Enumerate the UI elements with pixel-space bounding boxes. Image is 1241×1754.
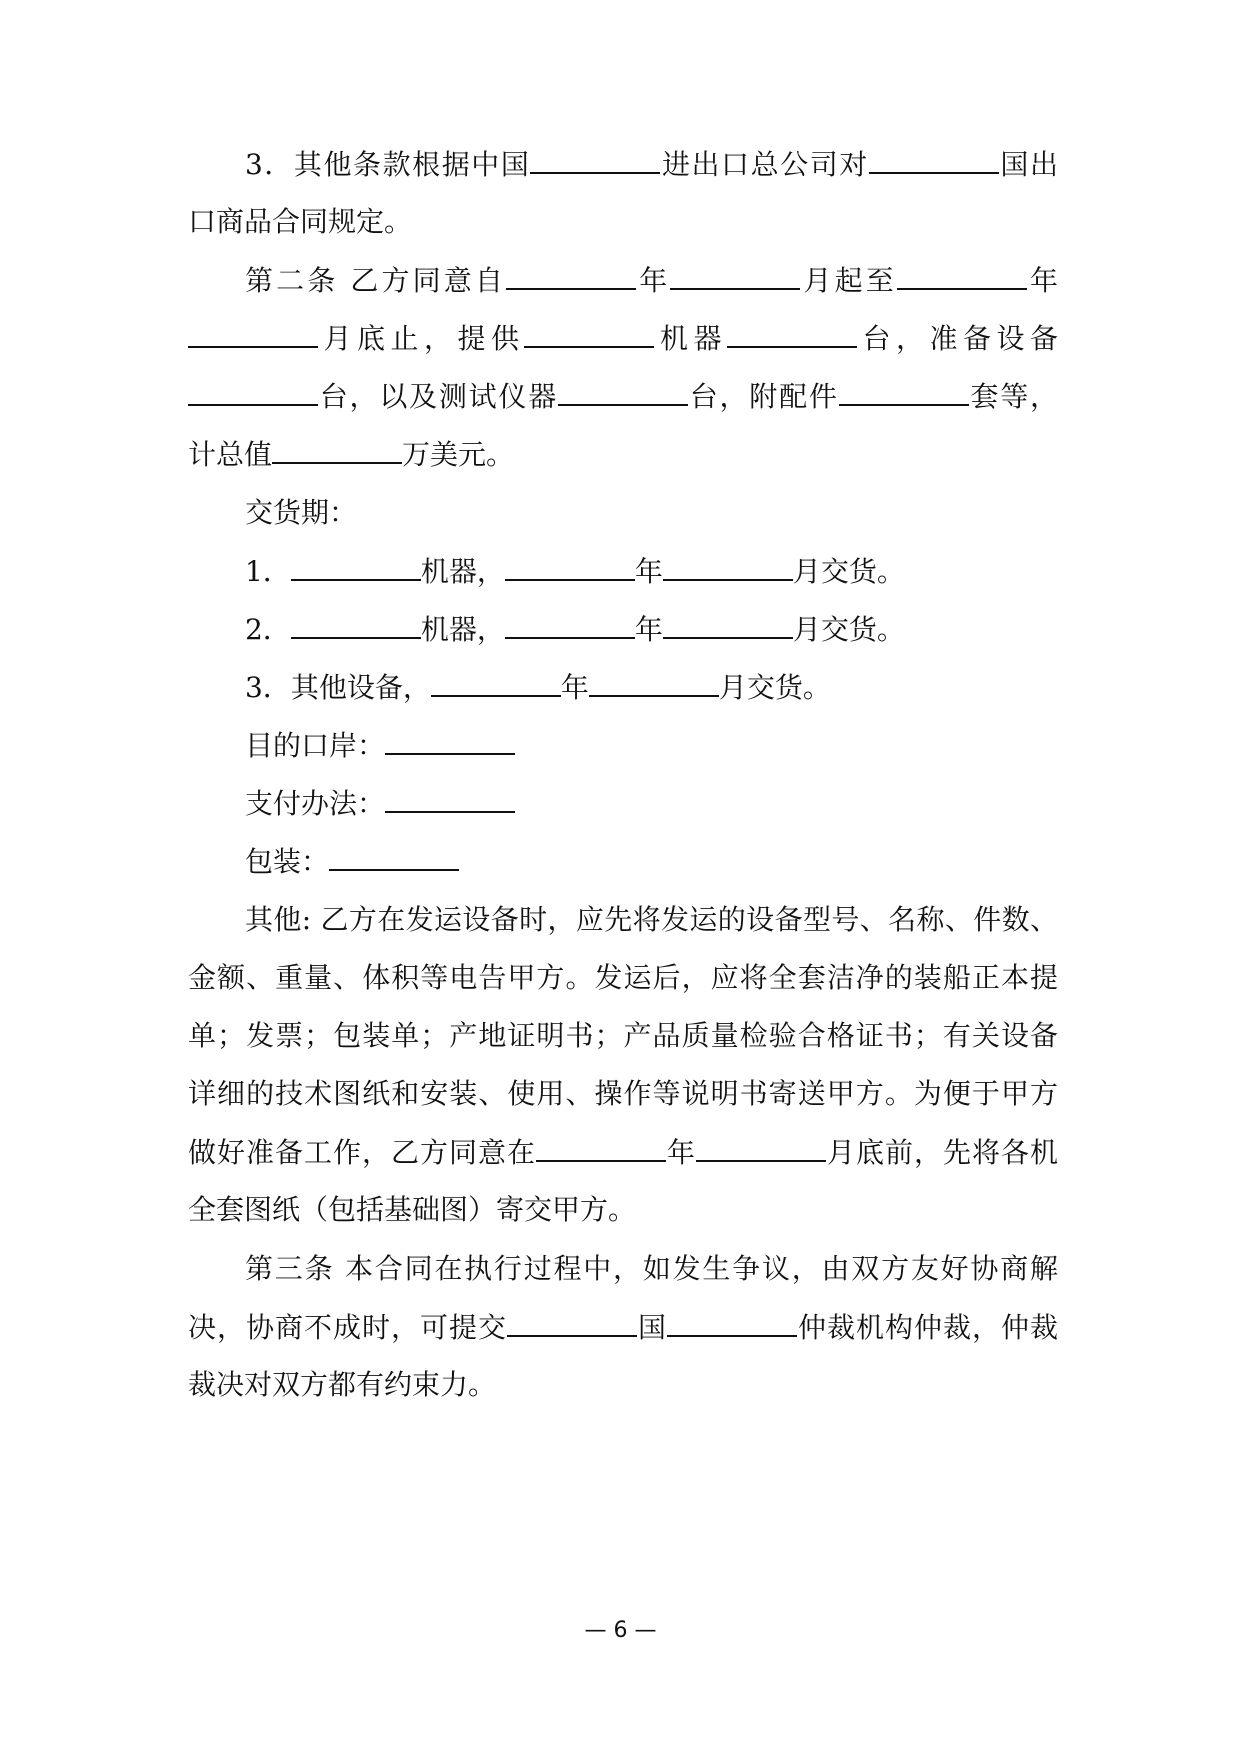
text-segment: 台，附配件 [687,380,839,413]
paragraph-line [245,725,1058,765]
paragraph-line [188,1074,1058,1114]
text-segment: 其他: 乙方在发运设备时，应先将发运的设备型号、名称、件数、 [245,903,1058,936]
paragraph-line [245,551,1058,591]
text-segment: 裁决对双方都有约束力。 [188,1368,497,1401]
text-segment: 机器， [420,613,505,646]
paragraph-line [188,1190,1058,1230]
text-segment: 年 [665,1136,696,1169]
text-segment: 月交货。 [792,613,905,646]
text-segment: 决，协商不成时，可提交 [188,1311,507,1344]
fill-in-blank[interactable] [670,260,800,290]
fill-in-blank[interactable] [505,551,635,581]
fill-in-blank[interactable] [385,783,515,813]
paragraph-line [188,1016,1058,1056]
text-segment: 月底止，提供 [318,322,525,355]
text-segment: 金额、重量、体积等电告甲方。发运后，应将全套洁净的装船正本提 [188,961,1058,994]
fill-in-blank[interactable] [558,376,688,406]
paragraph-line [188,1365,1058,1405]
text-segment: 机器， [420,555,505,588]
fill-in-blank[interactable] [897,260,1027,290]
fill-in-blank[interactable] [663,551,793,581]
fill-in-blank[interactable] [291,609,421,639]
paragraph-line [245,841,1058,881]
field-label: 支付办法： [245,787,386,820]
paragraph-line [245,493,1058,533]
text-segment: 机器 [654,322,727,355]
paragraph-line [245,1249,1058,1289]
fill-in-blank[interactable] [530,144,660,174]
text-segment: 进出口总公司对 [660,148,869,181]
text-segment: 年 [560,671,589,704]
text-segment: 台，以及测试仪器 [318,380,558,413]
paragraph-line [188,434,1058,474]
text-segment: 年 [1026,264,1058,297]
paragraph-line [245,667,1058,707]
paragraph-line [188,958,1058,998]
paragraph-line [188,376,1058,416]
fill-in-blank[interactable] [329,841,459,871]
fill-in-blank[interactable] [839,376,969,406]
fill-in-blank[interactable] [663,609,793,639]
text-segment: 月交货。 [718,671,831,704]
paragraph-line [245,144,1058,184]
text-segment: 套等， [968,380,1058,413]
text-segment: 月底前，先将各机 [825,1136,1058,1169]
paragraph-line [188,202,1058,242]
paragraph-line [245,783,1058,823]
field-label: 目的口岸： [245,729,386,762]
section-label: 交货期： [245,496,358,529]
fill-in-blank[interactable] [696,1132,826,1162]
text-segment: 年 [636,264,671,297]
fill-in-blank[interactable] [291,551,421,581]
page-number: — 6 — [584,1618,657,1643]
paragraph-line [188,1307,1058,1347]
fill-in-blank[interactable] [524,318,654,348]
text-segment: 仲裁机构仲裁，仲裁 [796,1311,1058,1344]
text-segment: 月起至 [800,264,897,297]
text-segment: 台，准备设备 [856,322,1058,355]
paragraph-line [245,900,1058,940]
text-segment: 3．其他设备， [245,671,431,704]
field-label: 包装： [245,845,330,878]
fill-in-blank[interactable] [667,1307,797,1337]
fill-in-blank[interactable] [385,725,515,755]
text-segment: 万美元。 [402,438,515,471]
text-segment: 国 [636,1311,667,1344]
paragraph-line [245,260,1058,300]
list-number: 1． [245,555,291,588]
fill-in-blank[interactable] [188,376,318,406]
fill-in-blank[interactable] [536,1132,666,1162]
text-segment: 国出 [998,148,1058,181]
text-segment: 第三条 本合同在执行过程中，如发生争议，由双方友好协商解 [245,1252,1058,1285]
text-segment: 月交货。 [792,555,905,588]
text-segment: 年 [634,555,663,588]
fill-in-blank[interactable] [506,260,636,290]
text-segment: 3．其他条款根据中国 [245,148,531,181]
text-segment: 全套图纸（包括基础图）寄交甲方。 [188,1193,637,1226]
fill-in-blank[interactable] [505,609,635,639]
text-segment: 计总值 [188,438,273,471]
text-segment: 第二条 乙方同意自 [245,264,507,297]
fill-in-blank[interactable] [589,667,719,697]
fill-in-blank[interactable] [272,434,402,464]
fill-in-blank[interactable] [507,1307,637,1337]
fill-in-blank[interactable] [188,318,318,348]
fill-in-blank[interactable] [431,667,561,697]
paragraph-line [188,1132,1058,1172]
paragraph-line [188,318,1058,358]
text-segment: 单；发票；包装单；产地证明书；产品质量检验合格证书；有关设备 [188,1019,1058,1052]
text-segment: 详细的技术图纸和安装、使用、操作等说明书寄送甲方。为便于甲方 [188,1077,1058,1110]
paragraph-line [245,609,1058,649]
text-segment: 口商品合同规定。 [188,205,413,238]
text-segment: 做好准备工作，乙方同意在 [188,1136,536,1169]
fill-in-blank[interactable] [727,318,857,348]
fill-in-blank[interactable] [869,144,999,174]
list-number: 2． [245,613,291,646]
text-segment: 年 [634,613,663,646]
